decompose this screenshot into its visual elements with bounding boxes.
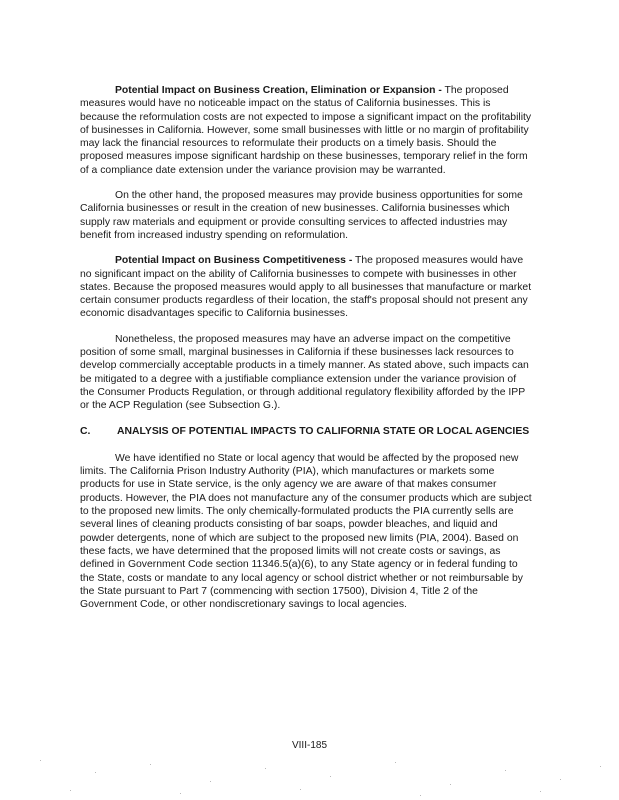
scan-speck xyxy=(330,776,331,777)
paragraph-text: The proposed measures would have no noticeable impact on the status of California businesses. This is because the reformulation costs are not expected to impose a significant impact on the profitability of businesses in California. However, some small businesses with little or no margin of profitability may lack the financial resources to reformulate their products on a timely basis. Should the proposed measures impose significant hardship on these businesses, temporary relief in the form of a compliance date extension under the variance provision may be warranted. xyxy=(80,85,532,176)
section-title: ANALYSIS OF POTENTIAL IMPACTS TO CALIFORNIA STATE OR LOCAL AGENCIES xyxy=(117,425,530,437)
paragraph-adverse-impact: Nonetheless, the proposed measures may have an adverse impact on the competitive position of some small, marginal businesses in California if these businesses lack resources to develop commercially acceptable products in a timely manner. As stated above, such impacts can be mitigated to a degree with a justifiable compliance extension under the variance provision of the Consumer Products Regulation, or through additional regulatory flexibility afforded by the IPP or the ACP Regulation (see Subsection G.). xyxy=(80,333,529,412)
paragraph-business-opportunities: On the other hand, the proposed measures may provide business opportunities for some California businesses or result in the creation of new businesses. California businesses which supply raw materials and equipment or provide consulting services to affected industries may benefit from increased industry spending on reformulation. xyxy=(80,190,523,241)
scan-speck xyxy=(180,793,181,794)
scan-speck xyxy=(95,772,96,773)
paragraph-state-agencies: We have identified no State or local agency that would be affected by the proposed new limits. The California Prison Industry Authority (PIA), which manufactures or markets some products for use in State service, is the only agency we are aware of that makes consumer products. However, the PIA does not manufacture any of the consumer products which are subject to the proposed new limits. The only chemically-formulated products the PIA currently sells are several lines of cleaning products consisting of bar soaps, powder bleaches, and liquid and powder detergents, none of which are subject to the proposed new limits (PIA, 2004). Based on these facts, we have determined that the proposed limits will not create costs or savings, as defined in Government Code section 11346.5(a)(6), to any State agency or in federal funding to the State, costs or mandate to any local agency or school district whether or not reimbursable by the State pursuant to Part 7 (commencing with section 17500), Division 4, Title 2 of the Government Code, or other nondiscretionary savings to local agencies. xyxy=(80,452,532,611)
scan-speck xyxy=(395,762,396,763)
page-number: VIII-185 xyxy=(291,740,328,751)
heading-business-creation: Potential Impact on Business Creation, Elimination or Expansion - xyxy=(115,85,442,96)
scan-speck xyxy=(450,784,451,785)
scan-speck xyxy=(70,790,71,791)
scan-speck xyxy=(420,795,421,796)
scan-speck xyxy=(600,766,601,767)
scan-speck xyxy=(40,760,41,761)
document-page xyxy=(80,84,532,623)
scan-speck xyxy=(265,768,266,769)
scan-speck xyxy=(210,781,211,782)
scan-speck xyxy=(540,791,541,792)
paragraph-business-competitiveness xyxy=(80,254,532,320)
section-letter: C. xyxy=(80,425,91,437)
paragraph-business-creation xyxy=(80,84,532,177)
section-heading xyxy=(80,425,532,438)
heading-business-competitiveness: Potential Impact on Business Competitiveness - xyxy=(115,255,353,267)
scan-speck xyxy=(505,770,506,771)
scan-speck xyxy=(300,789,301,790)
paragraph-text: The proposed measures would have no significant impact on the ability of California businesses to compete with businesses in other states. Because the proposed measures would apply to all businesses that manufacture or market certain consumer products regardless of their location, the staff's proposal should not present any economic disadvantages specific to California businesses. xyxy=(80,255,532,320)
scan-speck xyxy=(560,779,561,780)
scan-speck xyxy=(150,764,151,765)
